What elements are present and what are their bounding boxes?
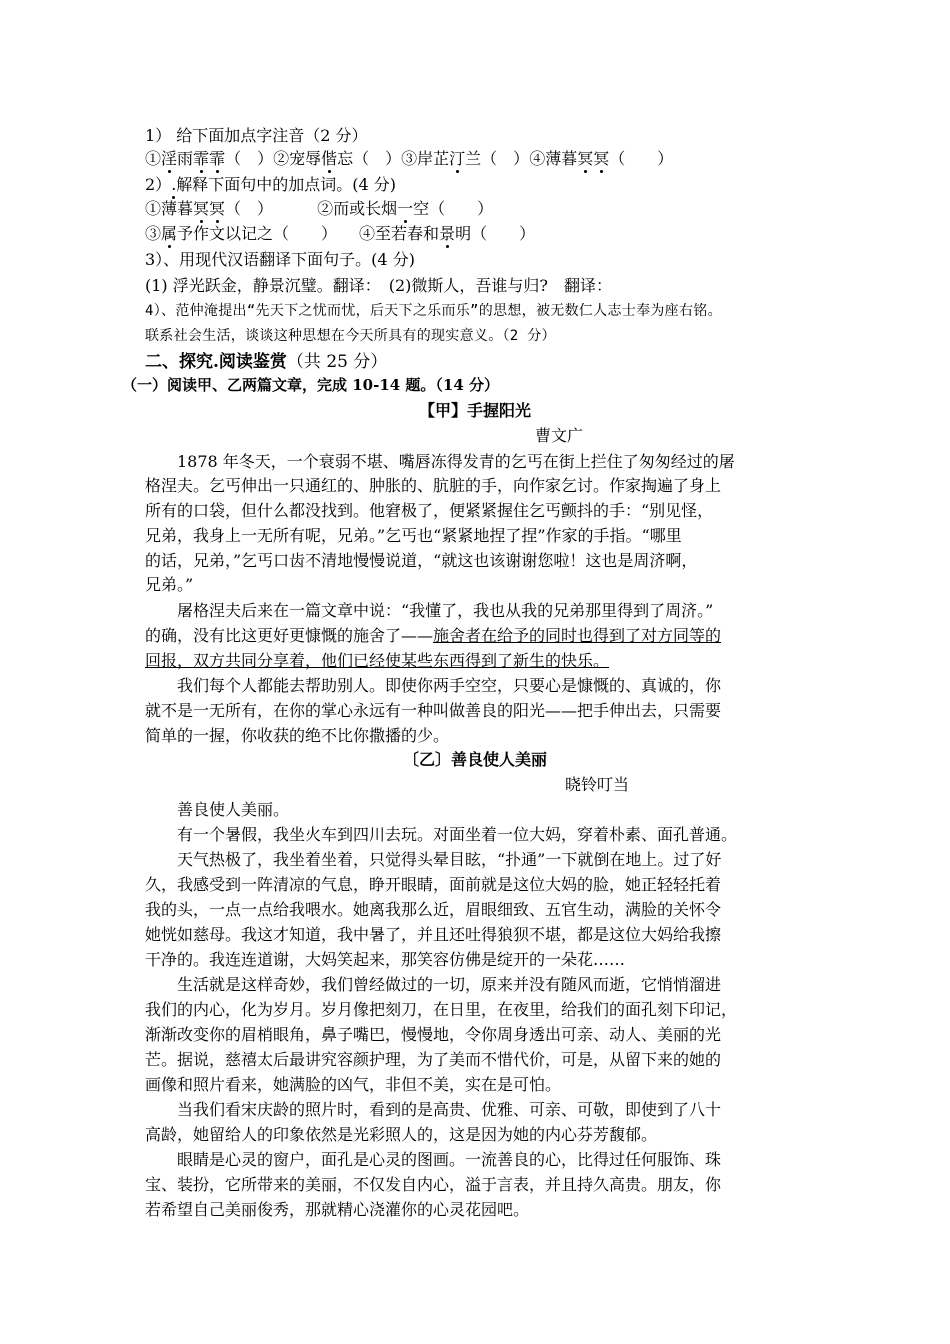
yi-line: 善良使人美丽。 xyxy=(145,800,290,819)
jia-line: 我们每个人都能去帮助别人。即使你两手空空，只要心是慷慨的、真诚的，你 xyxy=(145,676,722,695)
q4-line-1: 4）、范仲淹提出“先天下之忧而忧，后天下之乐而乐”的思想，被无数仁人志士奉为座右铭。 xyxy=(145,303,722,319)
q1-b-dotted: 偕 xyxy=(321,149,338,168)
q2-row-2 xyxy=(145,224,535,244)
q3-line: (1) 浮光跃金，静景沉璧。翻译： (2)微斯人，吾谁与归? 翻译： xyxy=(145,276,612,295)
q2-title xyxy=(145,175,396,195)
jia-line: 兄弟。” xyxy=(145,575,194,594)
jia-line: 格涅夫。乞丐伸出一只通红的、肿胀的、肮脏的手，向作家乞讨。作家掏遍了身上 xyxy=(145,476,722,495)
jia-line: 屠格涅夫后来在一篇文章中说：“我懂了，我也从我的兄弟那里得到了周济。” xyxy=(145,601,714,620)
yi-line: 芒。据说，慈禧太后最讲究容颜护理，为了美而不惜代价，可是，从留下来的她的 xyxy=(145,1050,722,1069)
jia-line: 1878 年冬天，一个衰弱不堪、嘴唇冻得发青的乞丐在街上拦住了匆匆经过的屠 xyxy=(145,452,735,471)
yi-line: 画像和照片看来，她满脸的凶气，非但不美，实在是可怕。 xyxy=(145,1075,562,1094)
q1-d-dotted-2: 冥 xyxy=(593,149,610,168)
q2-d-pre: ④至若春和 xyxy=(359,224,440,243)
q2-title-post: 解释下面句中的加点词。(4 分) xyxy=(176,175,397,194)
yi-line: 久，我感受到一阵清凉的气息，睁开眼睛，面前就是这位大妈的脸，她正轻轻托着 xyxy=(145,875,722,894)
yi-author: 晓铃叮当 xyxy=(565,775,630,794)
q1-d-pre: ④薄暮 xyxy=(529,149,578,168)
yi-line: 生活就是这样奇妙，我们曾经做过的一切，原来并没有随风而逝，它悄悄溜进 xyxy=(145,975,722,994)
jia-underlined-line-1 xyxy=(145,626,721,646)
part-1-title: （一）阅读甲、乙两篇文章，完成 10-14 题。（14 分） xyxy=(122,376,500,394)
q1-d-dotted-1: 冥 xyxy=(577,149,594,168)
section-2-title: 二、探究.阅读鉴赏 xyxy=(145,352,287,372)
q1-c-pre: ③岸芷 xyxy=(401,149,450,168)
q1-c-post: 兰（ ） xyxy=(465,149,530,168)
q1-a-dotted-3: 霏 xyxy=(209,149,226,168)
q2-b-pre: ②而或长烟 xyxy=(317,199,398,218)
q2-b-dotted: 一 xyxy=(397,199,414,218)
q2-a-dotted-1: 冥 xyxy=(193,199,210,218)
q3-title: 3）、用现代汉语翻译下面句子。(4 分) xyxy=(145,250,415,269)
yi-line: 高龄，她留给人的印象依然是光彩照人的，这是因为她的内心芬芳馥郁。 xyxy=(145,1125,658,1144)
q1-a-pre: ① xyxy=(145,149,162,168)
section-2-score: （共 25 分） xyxy=(286,352,388,372)
yi-line: 当我们看宋庆龄的照片时，看到的是高贵、优雅、可亲、可敬，即使到了八十 xyxy=(145,1100,722,1119)
jia-title: 【甲】手握阳光 xyxy=(418,401,531,420)
q2-d-post: 明（ ） xyxy=(455,224,536,243)
jia-underline-pre: 的确，没有比这更好更慷慨的施舍了—— xyxy=(145,626,434,645)
yi-line: 渐渐改变你的眉梢眼角，鼻子嘴巴，慢慢地，令你周身透出可亲、动人、美丽的光 xyxy=(145,1025,722,1044)
q1-b-pre: ②宠辱 xyxy=(273,149,322,168)
q2-a-pre: ①薄暮 xyxy=(145,199,194,218)
q1-c-dotted: 汀 xyxy=(449,149,466,168)
q2-title-dot: . xyxy=(171,175,177,194)
jia-underlined-text-1: 施舍者在给予的同时也得到了对方同等的 xyxy=(433,626,722,645)
q2-c-post: 予作文以记之（ ） xyxy=(177,224,338,243)
yi-line: 她恍如慈母。我这才知道，我中暑了，并且还吐得狼狈不堪，都是这位大妈给我擦 xyxy=(145,925,722,944)
jia-author: 曹文广 xyxy=(535,426,584,445)
q1-d-post: （ ） xyxy=(609,149,674,168)
jia-underlined-line-2: 回报，双方共同分享着，他们已经使某些东西得到了新生的快乐。 xyxy=(145,651,610,670)
q2-b-post: 空（ ） xyxy=(413,199,494,218)
yi-line: 天气热极了，我坐着坐着，只觉得头晕目眩，“扑通”一下就倒在地上。过了好 xyxy=(145,850,722,869)
q2-row-1 xyxy=(145,199,493,219)
yi-line: 有一个暑假，我坐火车到四川去玩。对面坐着一位大妈，穿着朴素、面孔普通。 xyxy=(145,825,738,844)
yi-line: 我的头，一点一点给我喂水。她离我那么近，眉眼细致、五官生动，满脸的关怀令 xyxy=(145,900,722,919)
q1-b-post: 忘（ ） xyxy=(337,149,402,168)
q1-a-mid: 雨 xyxy=(177,149,194,168)
q1-items xyxy=(145,149,673,169)
jia-line: 所有的口袋，但什么都没找到。他窘极了，便紧紧握住乞丐颤抖的手：“别见怪， xyxy=(145,501,714,520)
yi-line: 我们的内心，化为岁月。岁月像把刻刀，在日里，在夜里，给我们的面孔刻下印记， xyxy=(145,1000,738,1019)
yi-line: 眼睛是心灵的窗户，面孔是心灵的图画。一流善良的心，比得过任何服饰、珠 xyxy=(145,1150,722,1169)
q2-a-post: （ ） xyxy=(225,199,274,218)
yi-line: 宝、装扮，它所带来的美丽，不仅发自内心，溢于言表，并且持久高贵。朋友，你 xyxy=(145,1175,722,1194)
q2-d-dotted: 景 xyxy=(439,224,456,243)
q2-c-pre: ③ xyxy=(145,224,162,243)
q1-a-dotted-2: 霏 xyxy=(193,149,210,168)
jia-line: 简单的一握，你收获的绝不比你撒播的少。 xyxy=(145,726,450,745)
jia-line: 就不是一无所有，在你的掌心永远有一种叫做善良的阳光——把手伸出去，只需要 xyxy=(145,701,722,720)
jia-line: 兄弟，我身上一无所有呢，兄弟。”乞丐也“紧紧地捏了捏”作家的手指。“哪里 xyxy=(145,526,682,545)
q2-c-dotted: 属 xyxy=(161,224,178,243)
section-2-heading xyxy=(145,352,387,372)
q4-line-2: 联系社会生活，谈谈这种思想在今天所具有的现实意义。（2 分） xyxy=(145,328,556,344)
q2-a-dotted-2: 冥 xyxy=(209,199,226,218)
yi-line: 干净的。我连连道谢，大妈笑起来，那笑容仿佛是绽开的一朵花…… xyxy=(145,950,626,969)
yi-title: 〔乙〕善良使人美丽 xyxy=(402,750,547,769)
q2-title-pre: 2） xyxy=(145,175,172,194)
q1-a-post: （ ） xyxy=(225,149,274,168)
q1-title: 1） 给下面加点字注音（2 分） xyxy=(145,126,368,145)
yi-line: 若希望自己美丽俊秀，那就精心浇灌你的心灵花园吧。 xyxy=(145,1200,530,1219)
q1-a-dotted-1: 淫 xyxy=(161,149,178,168)
jia-line: 的话，兄弟，”乞丐口齿不清地慢慢说道，“就这也该谢谢您啦！这也是周济啊， xyxy=(145,551,698,570)
